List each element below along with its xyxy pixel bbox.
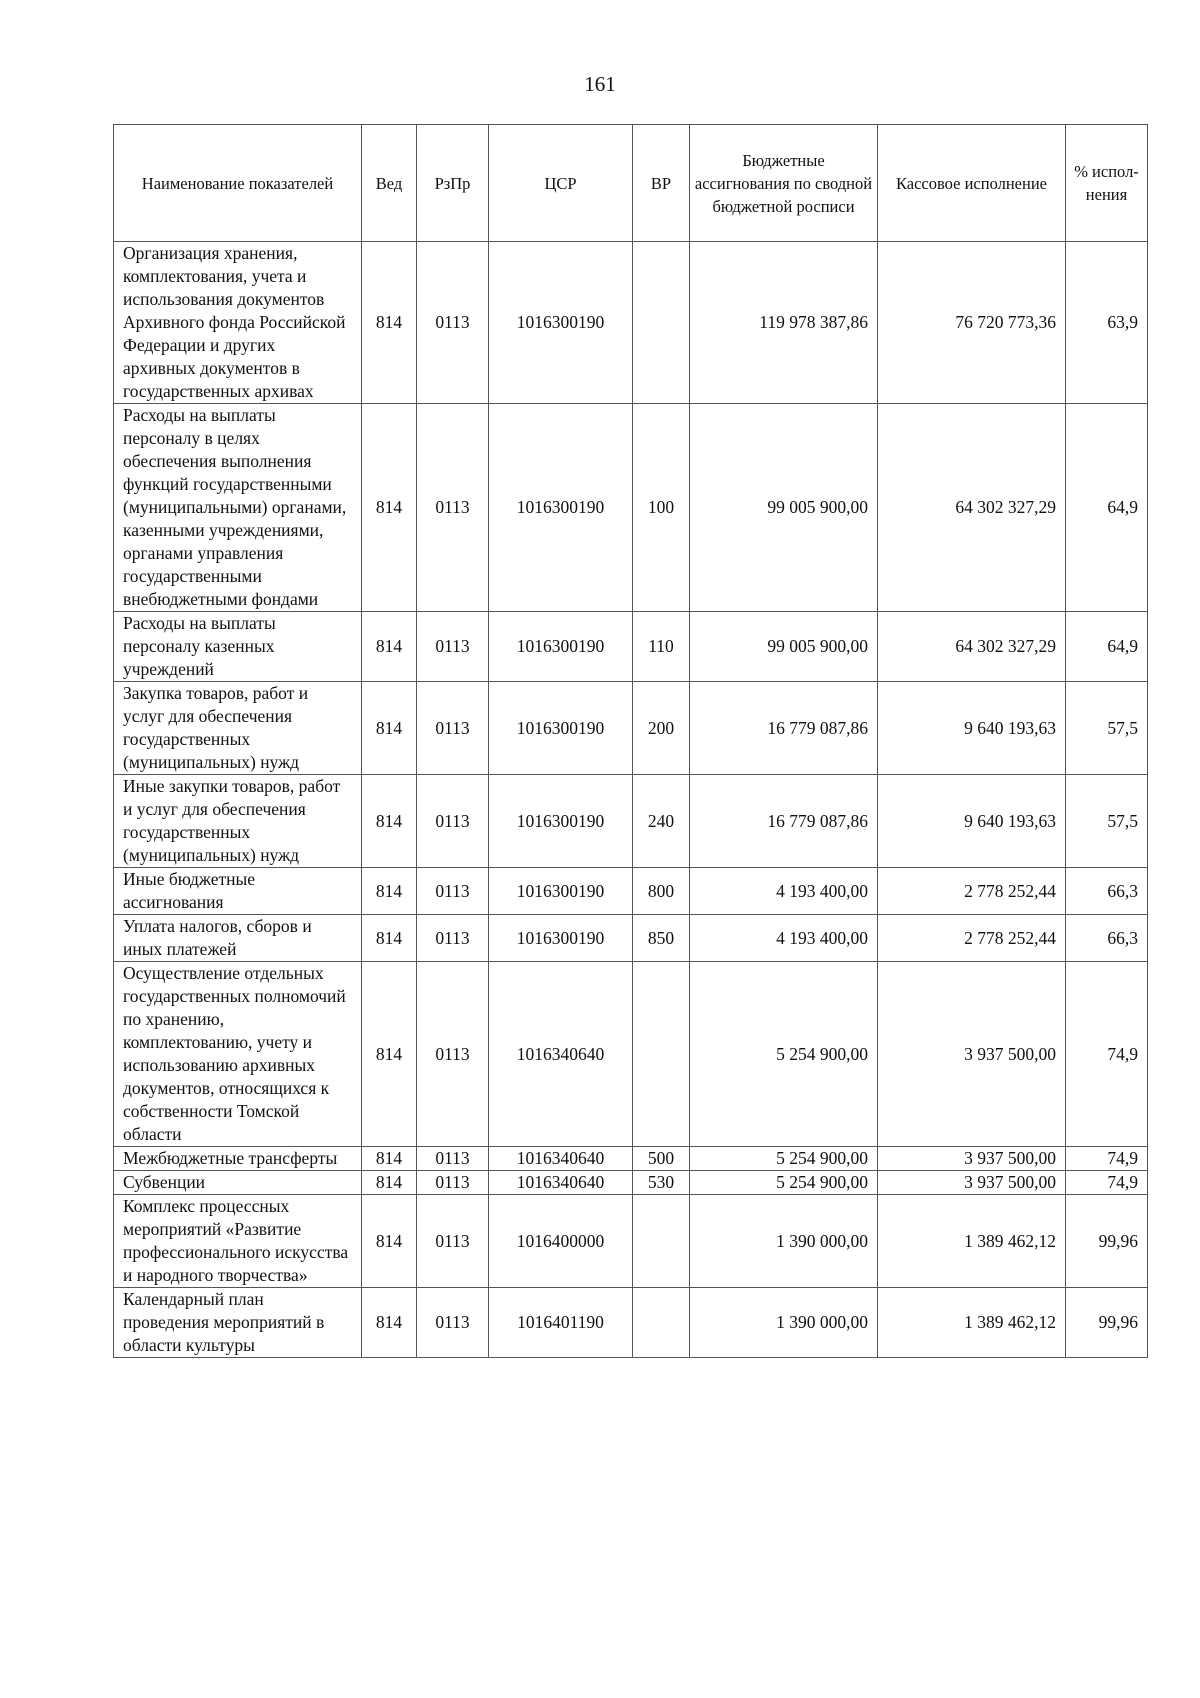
row-csr: 1016300190: [489, 404, 633, 612]
row-percent: 63,9: [1066, 242, 1148, 404]
row-csr: 1016340640: [489, 1171, 633, 1195]
header-executed: Кассовое исполнение: [878, 125, 1066, 242]
row-percent: 64,9: [1066, 404, 1148, 612]
table-header-row: [114, 125, 1148, 242]
row-name: Иные бюджетные ассигнования: [114, 868, 362, 915]
row-name: Закупка товаров, работ и услуг для обеспечения государственных (муниципальных) нужд: [114, 682, 362, 775]
row-executed: 3 937 500,00: [878, 962, 1066, 1147]
row-name: Комплекс процессных мероприятий «Развитие профессионального искусства и народного творчества»: [114, 1195, 362, 1288]
row-name: Расходы на выплаты персоналу казенных учреждений: [114, 612, 362, 682]
row-ved: 814: [362, 962, 417, 1147]
header-percent: % испол-нения: [1066, 125, 1148, 242]
row-executed: 76 720 773,36: [878, 242, 1066, 404]
row-executed: 3 937 500,00: [878, 1171, 1066, 1195]
row-executed: 1 389 462,12: [878, 1288, 1066, 1358]
row-rzpr: 0113: [417, 612, 489, 682]
row-percent: 66,3: [1066, 868, 1148, 915]
row-executed: 64 302 327,29: [878, 404, 1066, 612]
table-row: [114, 915, 1148, 962]
row-name: Календарный план проведения мероприятий в области культуры: [114, 1288, 362, 1358]
row-vr: 240: [633, 775, 690, 868]
row-csr: 1016300190: [489, 775, 633, 868]
table-row: [114, 1195, 1148, 1288]
header-assigned: Бюджетные ассигнования по сводной бюджетной росписи: [690, 125, 878, 242]
row-csr: 1016300190: [489, 915, 633, 962]
row-percent: 99,96: [1066, 1195, 1148, 1288]
row-assigned: 119 978 387,86: [690, 242, 878, 404]
row-csr: 1016300190: [489, 242, 633, 404]
row-rzpr: 0113: [417, 775, 489, 868]
row-csr: 1016300190: [489, 612, 633, 682]
row-vr: [633, 962, 690, 1147]
row-vr: 200: [633, 682, 690, 775]
row-ved: 814: [362, 1171, 417, 1195]
table-row: [114, 962, 1148, 1147]
row-assigned: 1 390 000,00: [690, 1288, 878, 1358]
budget-table: [113, 124, 1148, 1358]
table-row: [114, 612, 1148, 682]
row-name: Межбюджетные трансферты: [114, 1147, 362, 1171]
row-rzpr: 0113: [417, 868, 489, 915]
page-number: 161: [584, 72, 616, 96]
row-name: Расходы на выплаты персоналу в целях обеспечения выполнения функций государственными (муниципальными) органами, казенными учреждениями, органами управления государственными внебюджетными фондами: [114, 404, 362, 612]
row-vr: 500: [633, 1147, 690, 1171]
row-rzpr: 0113: [417, 915, 489, 962]
row-name: Иные закупки товаров, работ и услуг для обеспечения государственных (муниципальных) нужд: [114, 775, 362, 868]
row-vr: 530: [633, 1171, 690, 1195]
row-assigned: 16 779 087,86: [690, 682, 878, 775]
row-rzpr: 0113: [417, 242, 489, 404]
row-vr: 100: [633, 404, 690, 612]
row-vr: 850: [633, 915, 690, 962]
row-executed: 1 389 462,12: [878, 1195, 1066, 1288]
row-percent: 66,3: [1066, 915, 1148, 962]
row-percent: 99,96: [1066, 1288, 1148, 1358]
row-name: Уплата налогов, сборов и иных платежей: [114, 915, 362, 962]
row-assigned: 99 005 900,00: [690, 404, 878, 612]
row-vr: 800: [633, 868, 690, 915]
row-csr: 1016400000: [489, 1195, 633, 1288]
header-ved: Вед: [362, 125, 417, 242]
row-percent: 74,9: [1066, 962, 1148, 1147]
row-percent: 64,9: [1066, 612, 1148, 682]
row-rzpr: 0113: [417, 1195, 489, 1288]
row-vr: 110: [633, 612, 690, 682]
row-executed: 2 778 252,44: [878, 915, 1066, 962]
row-vr: [633, 1195, 690, 1288]
row-assigned: 16 779 087,86: [690, 775, 878, 868]
row-assigned: 5 254 900,00: [690, 962, 878, 1147]
row-csr: 1016300190: [489, 682, 633, 775]
row-ved: 814: [362, 1147, 417, 1171]
table-row: [114, 242, 1148, 404]
row-rzpr: 0113: [417, 682, 489, 775]
row-ved: 814: [362, 612, 417, 682]
row-csr: 1016300190: [489, 868, 633, 915]
row-assigned: 4 193 400,00: [690, 868, 878, 915]
row-ved: 814: [362, 1195, 417, 1288]
row-csr: 1016340640: [489, 962, 633, 1147]
row-assigned: 99 005 900,00: [690, 612, 878, 682]
row-percent: 74,9: [1066, 1147, 1148, 1171]
row-csr: 1016340640: [489, 1147, 633, 1171]
row-ved: 814: [362, 404, 417, 612]
row-ved: 814: [362, 915, 417, 962]
row-executed: 3 937 500,00: [878, 1147, 1066, 1171]
table-row: [114, 1288, 1148, 1358]
row-executed: 9 640 193,63: [878, 682, 1066, 775]
row-executed: 64 302 327,29: [878, 612, 1066, 682]
row-percent: 74,9: [1066, 1171, 1148, 1195]
row-vr: [633, 1288, 690, 1358]
row-ved: 814: [362, 868, 417, 915]
table-row: [114, 682, 1148, 775]
row-assigned: 5 254 900,00: [690, 1147, 878, 1171]
row-ved: 814: [362, 242, 417, 404]
table-row: [114, 868, 1148, 915]
row-csr: 1016401190: [489, 1288, 633, 1358]
row-rzpr: 0113: [417, 404, 489, 612]
header-vr: ВР: [633, 125, 690, 242]
row-percent: 57,5: [1066, 775, 1148, 868]
row-ved: 814: [362, 1288, 417, 1358]
table-row: [114, 775, 1148, 868]
table-row: [114, 1171, 1148, 1195]
row-executed: 9 640 193,63: [878, 775, 1066, 868]
table-row: [114, 1147, 1148, 1171]
table-row: [114, 404, 1148, 612]
header-csr: ЦСР: [489, 125, 633, 242]
row-assigned: 1 390 000,00: [690, 1195, 878, 1288]
row-rzpr: 0113: [417, 962, 489, 1147]
header-name: Наименование показателей: [114, 125, 362, 242]
row-executed: 2 778 252,44: [878, 868, 1066, 915]
row-rzpr: 0113: [417, 1147, 489, 1171]
row-name: Организация хранения, комплектования, учета и использования документов Архивного фонда Российской Федерации и других архивных документов в государственных архивах: [114, 242, 362, 404]
row-ved: 814: [362, 775, 417, 868]
row-name: Субвенции: [114, 1171, 362, 1195]
row-vr: [633, 242, 690, 404]
row-assigned: 4 193 400,00: [690, 915, 878, 962]
row-assigned: 5 254 900,00: [690, 1171, 878, 1195]
row-name: Осуществление отдельных государственных полномочий по хранению, комплектованию, учету и использованию архивных документов, относящихся к собственности Томской области: [114, 962, 362, 1147]
header-rzpr: РзПр: [417, 125, 489, 242]
row-ved: 814: [362, 682, 417, 775]
row-rzpr: 0113: [417, 1288, 489, 1358]
row-rzpr: 0113: [417, 1171, 489, 1195]
row-percent: 57,5: [1066, 682, 1148, 775]
